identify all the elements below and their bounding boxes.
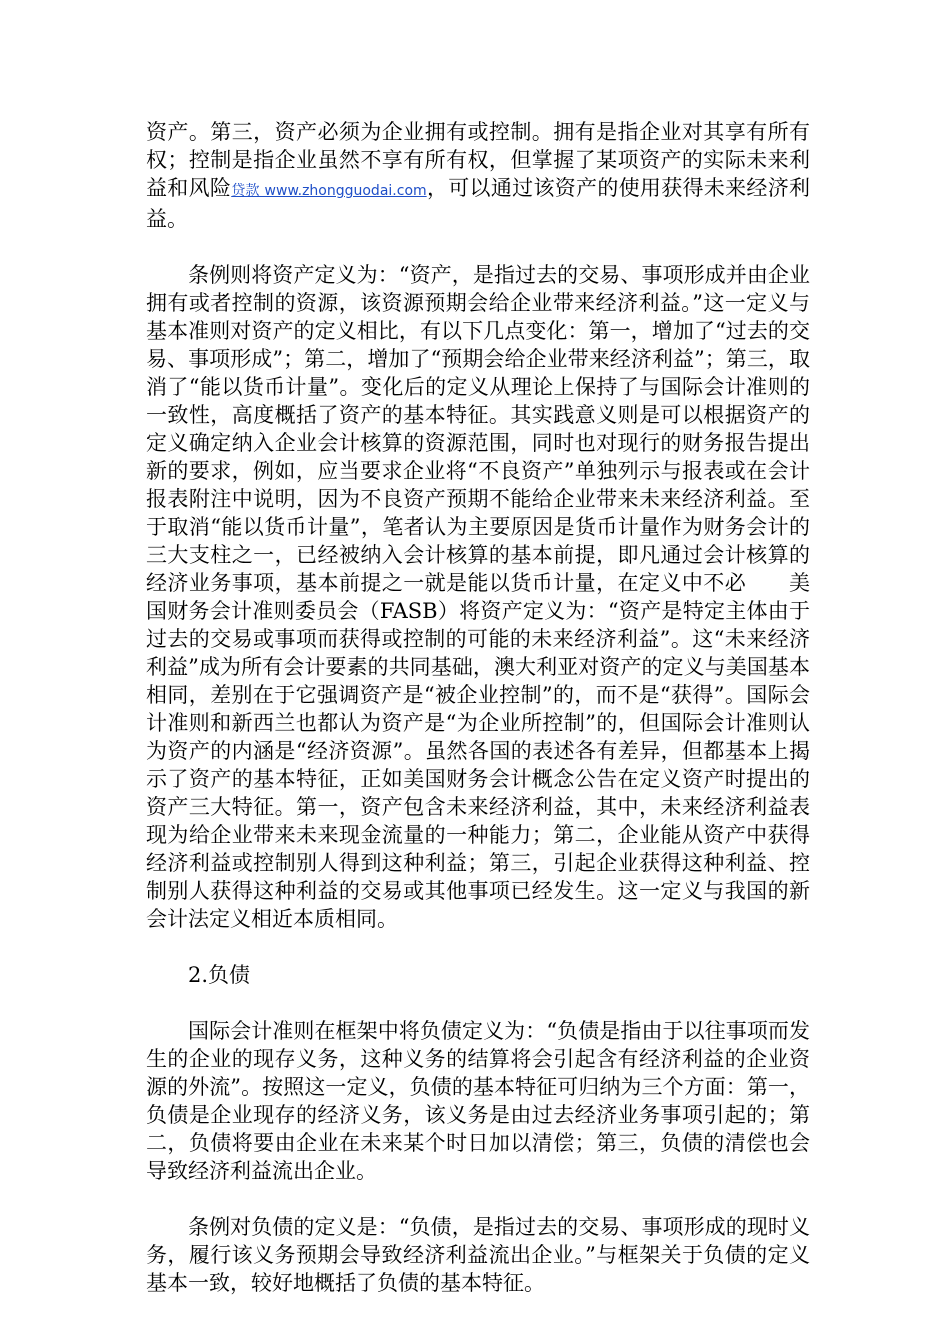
section-heading-liabilities: 2.负债 [188, 963, 251, 987]
paragraph-asset-control [146, 118, 810, 233]
document-page [146, 118, 810, 1325]
paragraph-text: 资产。第三，资产必须为企业拥有或控制。拥有是指企业对其享有所有权；控制是指企业虽然不享有所有权，但掌握了某项资产的实际未来利益和风险 [146, 120, 810, 200]
paragraph-ias-liability-definition: 国际会计准则在框架中将负债定义为：“负债是指由于以往事项而发生的企业的现存义务，这种义务的结算将会引起含有经济利益的企业资源的外流”。按照这一定义，负债的基本特征可归纳为三个方面：第一，负债是企业现存的经济义务，该义务是由过去经济业务事项引起的；第二，负债将要由企业在未来某个时日加以清偿；第三，负债的清偿也会导致经济利益流出企业。 [146, 1019, 810, 1183]
loan-ad-link[interactable]: 贷款 www.zhongguodai.com [231, 183, 427, 199]
paragraph-regulation-asset-definition: 条例则将资产定义为：“资产，是指过去的交易、事项形成并由企业拥有或者控制的资源，该资源预期会给企业带来经济利益。”这一定义与基本准则对资产的定义相比，有以下几点变化：第一，增加了“过去的交易、事项形成”；第二，增加了“预期会给企业带来经济利益”；第三，取消了“能以货币计量”。变化后的定义从理论上保持了与国际会计准则的一致性，高度概括了资产的基本特征。其实践意义则是可以根据资产的定义确定纳入企业会计核算的资源范围，同时也对现行的财务报告提出新的要求，例如，应当要求企业将“不良资产”单独列示与报表或在会计报表附注中说明，因为不良资产预期不能给企业带来未来经济利益。至于取消“能以货币计量”，笔者认为主要原因是货币计量作为财务会计的三大支柱之一，已经被纳入会计核算的基本前提，即凡通过会计核算的经济业务事项，基本前提之一就是能以货币计量，在定义中不必 美国财务会计准则委员会（FASB）将资产定义为：“资产是特定主体由于过去的交易或事项而获得或控制的可能的未来经济利益”。这“未来经济利益”成为所有会计要素的共同基础，澳大利亚对资产的定义与美国基本相同，差别在于它强调资产是“被企业控制”的，而不是“获得”。国际会计准则和新西兰也都认为资产是“为企业所控制”的，但国际会计准则认为资产的内涵是“经济资源”。虽然各国的表述各有差异，但都基本上揭示了资产的基本特征，正如美国财务会计概念公告在定义资产时提出的资产三大特征。第一，资产包含未来经济利益，其中，未来经济利益表现为给企业带来未来现金流量的一种能力；第二，企业能从资产中获得经济利益或控制别人得到这种利益；第三，引起企业获得这种利益、控制别人获得这种利益的交易或其他事项已经发生。这一定义与我国的新会计法定义相近本质相同。 [146, 263, 810, 931]
paragraph-regulation-liability-definition: 条例对负债的定义是：“负债，是指过去的交易、事项形成的现时义务，履行该义务预期会导致经济利益流出企业。”与框架关于负债的定义基本一致，较好地概括了负债的基本特征。 [146, 1215, 810, 1295]
paragraph-text: ，可以通过该资产的使用获得未来经济利益。 [146, 176, 811, 231]
